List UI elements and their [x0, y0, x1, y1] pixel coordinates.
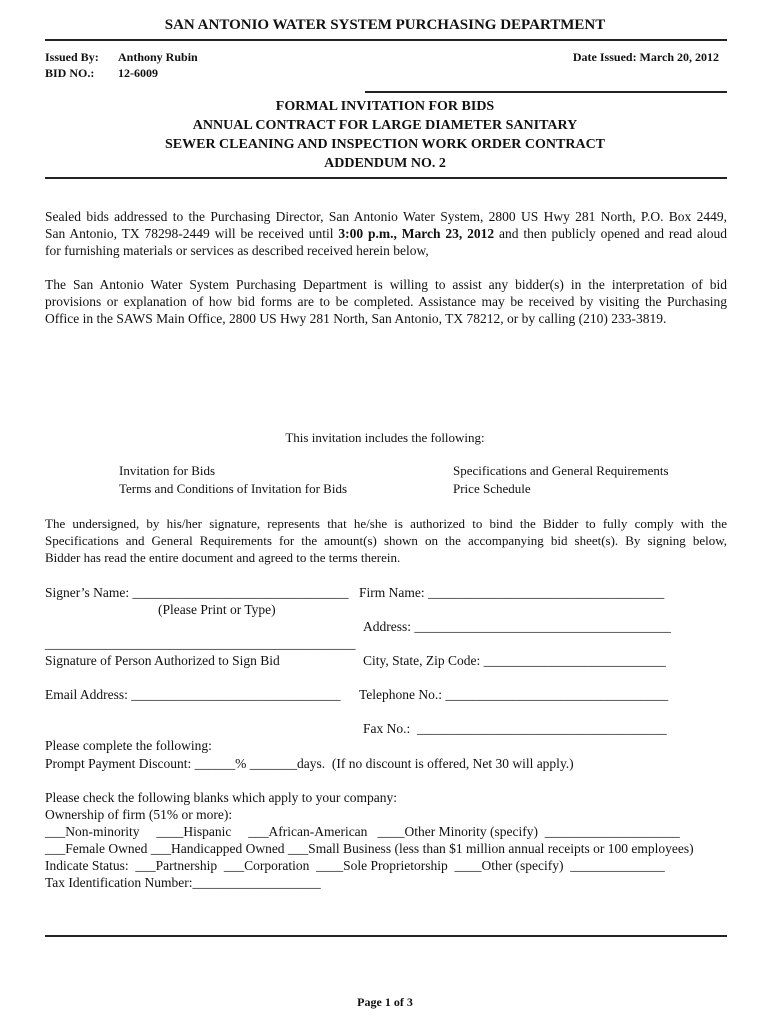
- date-issued: Date Issued: March 20, 2012: [572, 50, 719, 64]
- para2-line-1: The San Antonio Water System Purchasing Department is willing to assist any bidder(s) in the interpretation of bid: [45, 277, 727, 292]
- issued-by-value: Anthony Rubin: [118, 50, 198, 64]
- firm-name-field[interactable]: Firm Name: ___________________________________: [359, 585, 665, 600]
- fax-field[interactable]: Fax No.: _____________________________________: [363, 721, 667, 736]
- bid-no-value: 12-6009: [118, 66, 158, 80]
- para3-line-1: The undersigned, by his/her signature, represents that he/she is authorized to bind the Bidder to fully comply with the: [45, 516, 727, 531]
- department-title: SAN ANTONIO WATER SYSTEM PURCHASING DEPARTMENT: [164, 17, 606, 33]
- para2-line-3: Office in the SAWS Main Office, 2800 US Hwy 281 North, San Antonio, TX 78212, or by calling (210) 233-3819.: [45, 311, 667, 326]
- telephone-field[interactable]: Telephone No.: _________________________________: [359, 687, 669, 702]
- ownership-options-row-2[interactable]: ___Female Owned ___Handicapped Owned ___Small Business (less than $1 million annual receipts or 100 employees): [45, 841, 694, 856]
- para1-line-1: Sealed bids addressed to the Purchasing Director, San Antonio Water System, 2800 US Hwy 281 North, P.O. Box 2449,: [45, 209, 727, 224]
- para1-line-2: San Antonio, TX 78298-2449 will be received until 3:00 p.m., March 23, 2012 and then publicly opened and read aloud: [45, 226, 727, 241]
- signers-name-field[interactable]: Signer’s Name: ________________________________: [45, 585, 349, 600]
- sealed-bids-paragraph: [45, 208, 727, 259]
- include-item-specifications: Specifications and General Requirements: [453, 463, 669, 478]
- prompt-payment-field[interactable]: Prompt Payment Discount: ______% _______days. (If no discount is offered, Net 30 will apply.): [45, 756, 574, 771]
- ownership-options-row-1[interactable]: ___Non-minority ____Hispanic ___African-American ____Other Minority (specify) ____________________: [45, 824, 680, 839]
- tax-id-field[interactable]: Tax Identification Number:___________________: [45, 875, 321, 890]
- signature-label: Signature of Person Authorized to Sign Bid: [45, 653, 280, 668]
- page-number: Page 1 of 3: [357, 995, 413, 1009]
- title-line-1: FORMAL INVITATION FOR BIDS: [275, 99, 495, 114]
- authorization-paragraph: [45, 515, 727, 566]
- includes-heading: This invitation includes the following:: [285, 430, 485, 445]
- bid-deadline: 3:00 p.m., March 23, 2012: [338, 226, 495, 241]
- para3-line-2: Specifications and General Requirements for the amount(s) shown on the accompanying bid sheet(s). By signing below,: [45, 533, 727, 548]
- include-item-terms: Terms and Conditions of Invitation for Bids: [119, 481, 348, 496]
- issued-by-label: Issued By:: [45, 50, 99, 64]
- address-field[interactable]: Address: ______________________________________: [363, 619, 671, 634]
- email-field[interactable]: Email Address: _______________________________: [45, 687, 341, 702]
- header-mid-rule: [365, 91, 727, 93]
- header-top-rule: [45, 39, 727, 41]
- bid-no-label: BID NO.:: [45, 66, 95, 80]
- assistance-paragraph: [45, 276, 727, 327]
- status-options-row[interactable]: Indicate Status: ___Partnership ___Corporation ____Sole Proprietorship ____Other (specify) ______________: [45, 858, 665, 873]
- city-state-zip-field[interactable]: City, State, Zip Code: ___________________________: [363, 653, 666, 668]
- footer-rule: [45, 935, 727, 937]
- signature-field[interactable]: ______________________________________________: [45, 636, 356, 651]
- complete-following-label: Please complete the following:: [45, 738, 212, 753]
- title-line-2: ANNUAL CONTRACT FOR LARGE DIAMETER SANITARY: [192, 118, 578, 133]
- check-blanks-heading: Please check the following blanks which apply to your company:: [45, 790, 398, 805]
- title-line-3: SEWER CLEANING AND INSPECTION WORK ORDER CONTRACT: [164, 137, 606, 152]
- print-or-type-note: (Please Print or Type): [158, 602, 276, 617]
- para3-line-3: Bidder has read the entire document and agreed to the terms therein.: [45, 550, 401, 565]
- ownership-label: Ownership of firm (51% or more):: [45, 807, 233, 822]
- include-item-invitation: Invitation for Bids: [119, 463, 216, 478]
- para2-line-2: provisions or explanation of how bid forms are to be completed. Assistance may be received by visiting the Purchasing: [45, 294, 727, 309]
- title-bottom-rule: [45, 177, 727, 179]
- include-item-price-schedule: Price Schedule: [453, 481, 531, 496]
- title-line-4: ADDENDUM NO. 2: [324, 156, 446, 171]
- para1-line-3: for furnishing materials or services as described received herein below,: [45, 243, 429, 258]
